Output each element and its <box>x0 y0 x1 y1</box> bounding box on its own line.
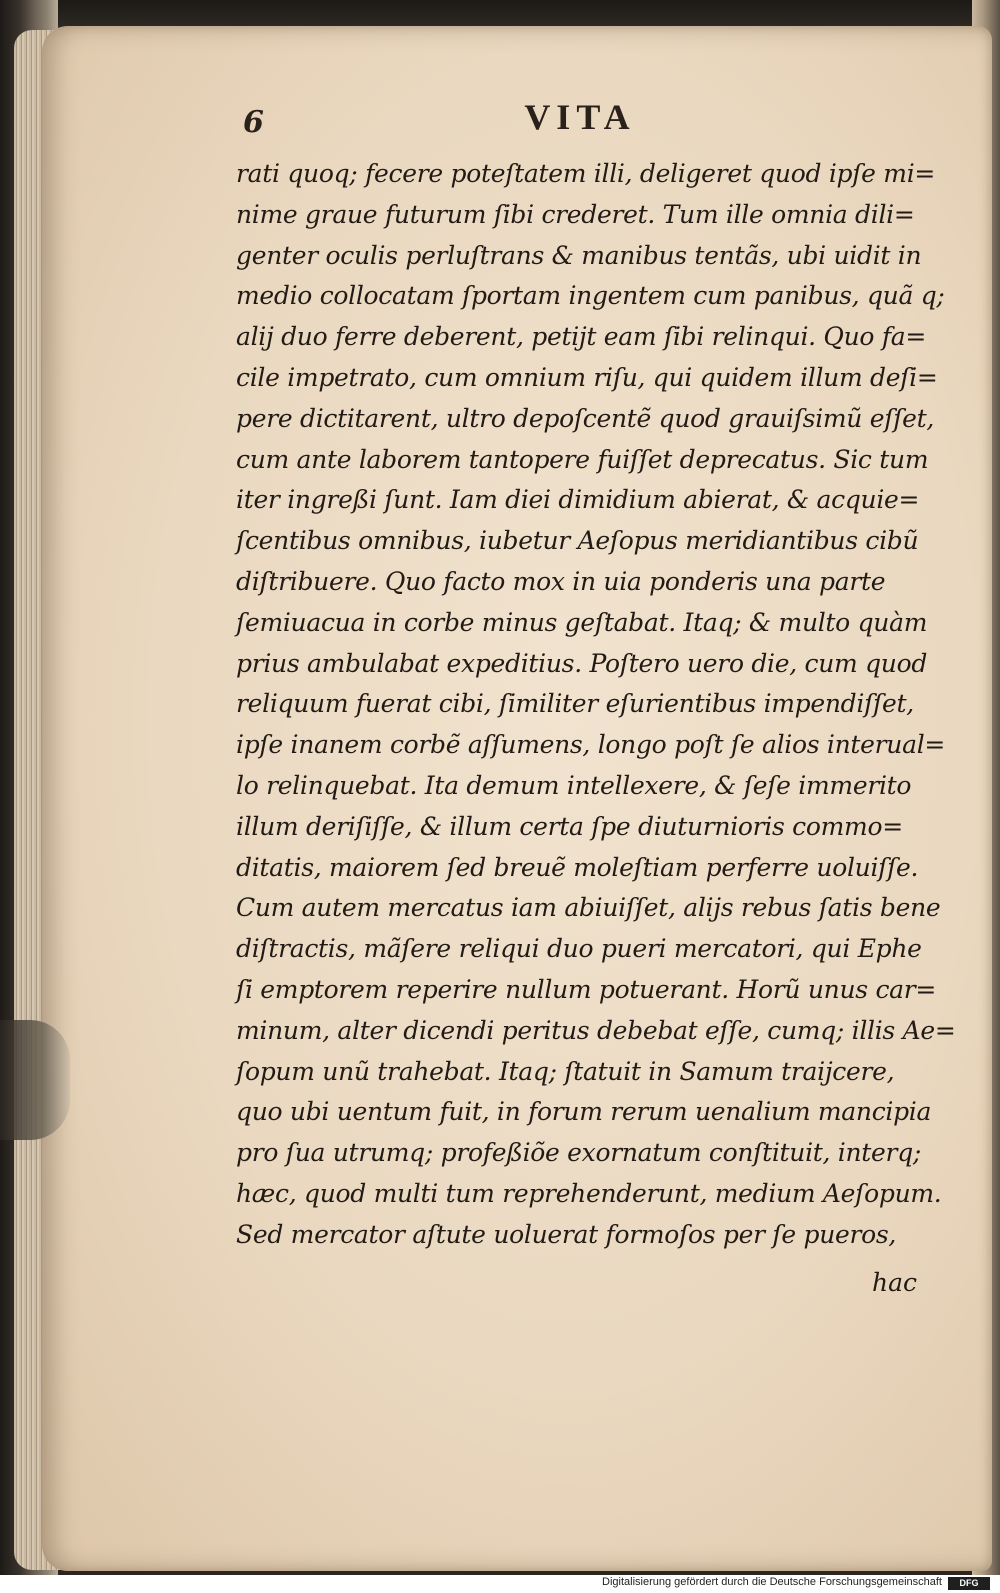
text-line: hæc, quod multi tum reprehenderunt, medium Aeſopum. <box>236 1178 942 1208</box>
text-line: iter ingreßi ſunt. Iam diei dimidium abierat, & acquie= <box>236 485 920 515</box>
text-line: alij duo ferre deberent, petijt eam ſibi relinqui. Quo fa= <box>236 322 927 352</box>
funding-credit: Digitalisierung gefördert durch die Deutsche Forschungsgemeinschaft <box>602 1576 942 1588</box>
text-line: nime graue futurum ſibi crederet. Tum ille omnia dili= <box>236 199 915 229</box>
body-text <box>236 154 956 1256</box>
text-line: diſtractis, mãſere reliqui duo pueri mercatori, qui Ephe <box>236 934 922 964</box>
text-line: Cum autem mercatus iam abiuiſſet, alijs rebus ſatis bene <box>236 893 941 923</box>
dfg-logo: DFG <box>948 1577 990 1590</box>
text-line: genter oculis perluſtrans & manibus tentãs, ubi uidit in <box>236 240 922 270</box>
text-line: reliquum fuerat cibi, ſimiliter eſurientibus impendiſſet, <box>236 689 914 719</box>
page-number: 6 <box>243 105 264 140</box>
clasp-tab <box>0 1020 70 1140</box>
text-line: quo ubi uentum fuit, in forum rerum uenalium mancipia <box>236 1097 932 1127</box>
text-line: ipſe inanem corbẽ aſſumens, longo poſt ſe alios interual= <box>236 730 946 760</box>
footer <box>0 1575 1000 1593</box>
text-line: pro ſua utrumq; profeßiõe exornatum conſtituit, interq; <box>236 1138 922 1168</box>
text-line: illum deriſiſſe, & illum certa ſpe diuturnioris commo= <box>236 811 903 841</box>
running-head: VITA <box>524 97 636 137</box>
text-line: Sed mercator aſtute uoluerat formoſos per ſe pueros, <box>236 1219 897 1249</box>
text-line: pere dictitarent, ultro depoſcentẽ quod grauiſsimũ eſſet, <box>236 403 935 433</box>
text-line: cum ante laborem tantopere fuiſſet deprecatus. Sic tum <box>236 444 929 474</box>
text-line: ſopum unũ trahebat. Itaq; ſtatuit in Samum traijcere, <box>236 1056 895 1086</box>
text-line: diſtribuere. Quo facto mox in uia ponderis una parte <box>236 566 886 596</box>
text-line: ſemiuacua in corbe minus geſtabat. Itaq; & multo quàm <box>236 607 928 637</box>
catchword: hac <box>872 1268 918 1297</box>
text-line: rati quoq; fecere poteſtatem illi, deligeret quod ipſe mi= <box>236 159 936 188</box>
text-line: ſi emptorem reperire nullum potuerant. Horũ unus car= <box>236 974 937 1004</box>
text-line: lo relinquebat. Ita demum intellexere, & ſeſe immerito <box>236 770 912 800</box>
text-line: prius ambulabat expeditius. Poſtero uero die, cum quod <box>236 648 928 678</box>
text-line: cile impetrato, cum omnium riſu, qui quidem illum deſi= <box>236 362 938 392</box>
text-line: minum, alter dicendi peritus debebat eſſe, cumq; illis Ae= <box>236 1015 956 1045</box>
text-line: ditatis, maiorem ſed breuẽ moleſtiam perferre uoluiſſe. <box>236 852 919 882</box>
text-line: ſcentibus omnibus, iubetur Aeſopus meridiantibus cibũ <box>236 526 919 556</box>
text-line: medio collocatam ſportam ingentem cum panibus, quã q; <box>236 281 945 311</box>
